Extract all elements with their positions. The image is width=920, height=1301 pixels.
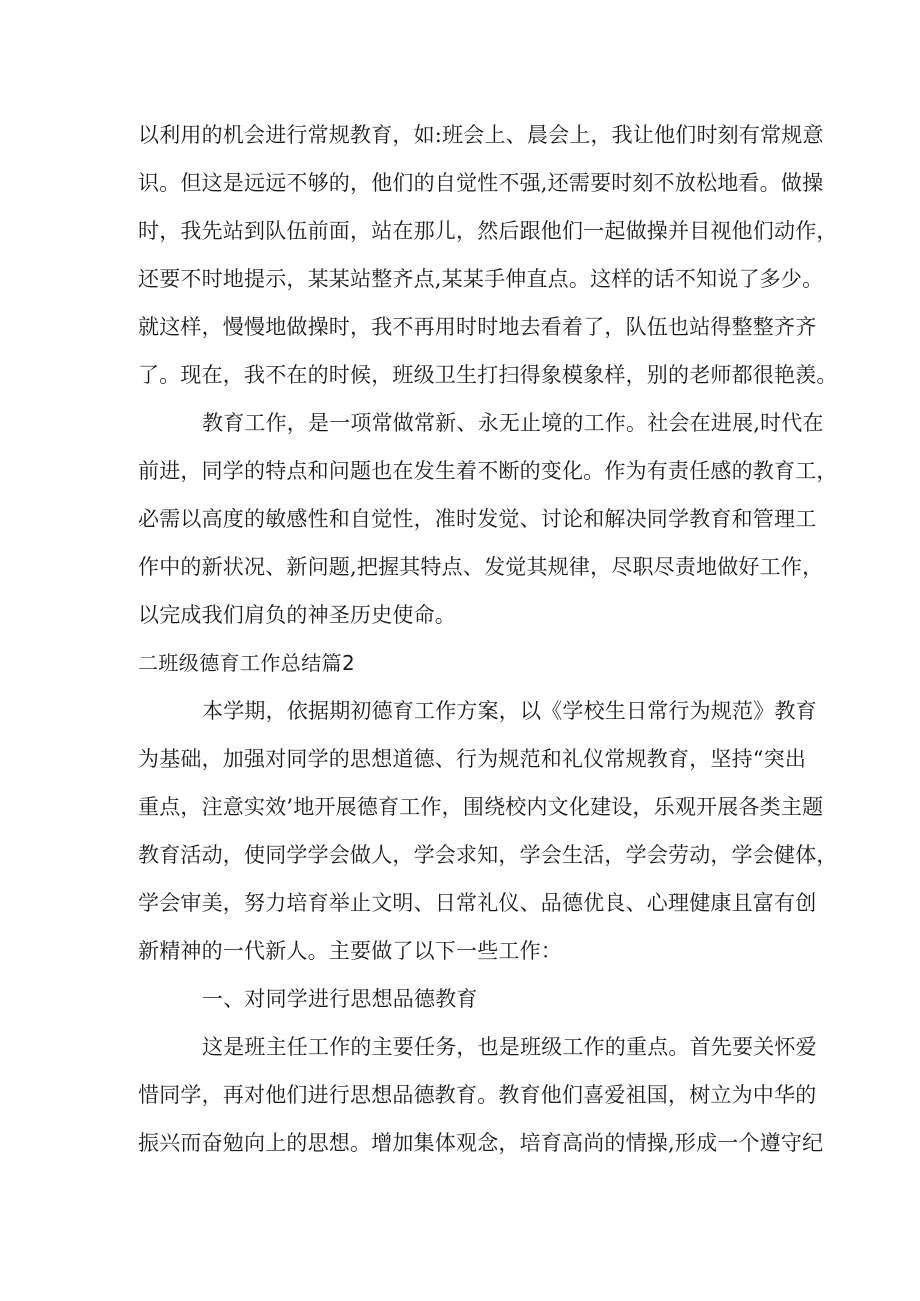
paragraph-3-line-6: 新精神的一代新人。主要做了以下一些工作：	[138, 939, 562, 963]
paragraph-1-line-5: 就这样，慢慢地做操时，我不再用时时地去看着了，队伍也站得整整齐齐	[138, 315, 817, 339]
paragraph-1-line-3: 时，我先站到队伍前面，站在那儿，然后跟他们一起做操并目视他们动作，	[138, 219, 838, 243]
paragraph-3-line-3: 重点，注意实效’地开展德育工作，围绕校内文化建设，乐观开展各类主题	[138, 795, 824, 819]
paragraph-4-line-1: 这是班主任工作的主要任务，也是班级工作的重点。首先要关怀爱	[202, 1035, 817, 1059]
paragraph-4-line-3: 振兴而奋勉向上的思想。增加集体观念，培育高尚的情操,形成一个遵守纪	[138, 1131, 824, 1155]
section-heading: 二班级德育工作总结篇2	[138, 651, 356, 675]
paragraph-1-line-1: 以利用的机会进行常规教育，如:班会上、晨会上，我让他们时刻有常规意	[138, 123, 824, 147]
paragraph-3-line-2: 为基础，加强对同学的思想道德、行为规范和礼仪常规教育，坚持“突出	[138, 747, 807, 771]
paragraph-4-line-2: 惜同学，再对他们进行思想品德教育。教育他们喜爱祖国，树立为中华的	[138, 1083, 817, 1107]
subsection-heading: 一、对同学进行思想品德教育	[202, 987, 478, 1011]
paragraph-2-line-5: 以完成我们肩负的神圣历史使命。	[138, 603, 456, 627]
paragraph-2-line-2: 前进，同学的特点和问题也在发生着不断的变化。作为有责任感的教育工，	[138, 459, 838, 483]
paragraph-1-line-4: 还要不时地提示，某某站整齐点,某某手伸直点。这样的话不知说了多少。	[138, 267, 824, 291]
paragraph-2-line-1: 教育工作，是一项常做常新、永无止境的工作。社会在进展,时代在	[202, 411, 824, 435]
paragraph-3-line-5: 学会审美，努力培育举止文明、日常礼仪、品德优良、心理健康且富有创	[138, 891, 817, 915]
paragraph-3-line-1: 本学期，依据期初德育工作方案，以《学校生日常行为规范》教育	[202, 699, 817, 723]
paragraph-2-line-3: 必需以高度的敏感性和自觉性，准时发觉、讨论和解决同学教育和管理工	[138, 507, 817, 531]
paragraph-1-line-6: 了。现在，我不在的时候，班级卫生打扫得象模象样，别的老师都很艳羡。	[138, 363, 838, 387]
paragraph-2-line-4: 作中的新状况、新问题,把握其特点、发觉其规律，尽职尽责地做好工作，	[138, 555, 824, 579]
paragraph-3-line-4: 教育活动，使同学学会做人，学会求知，学会生活，学会劳动，学会健体，	[138, 843, 838, 867]
paragraph-1-line-2: 识。但这是远远不够的，他们的自觉性不强,还需要时刻不放松地看。做操	[138, 171, 824, 195]
